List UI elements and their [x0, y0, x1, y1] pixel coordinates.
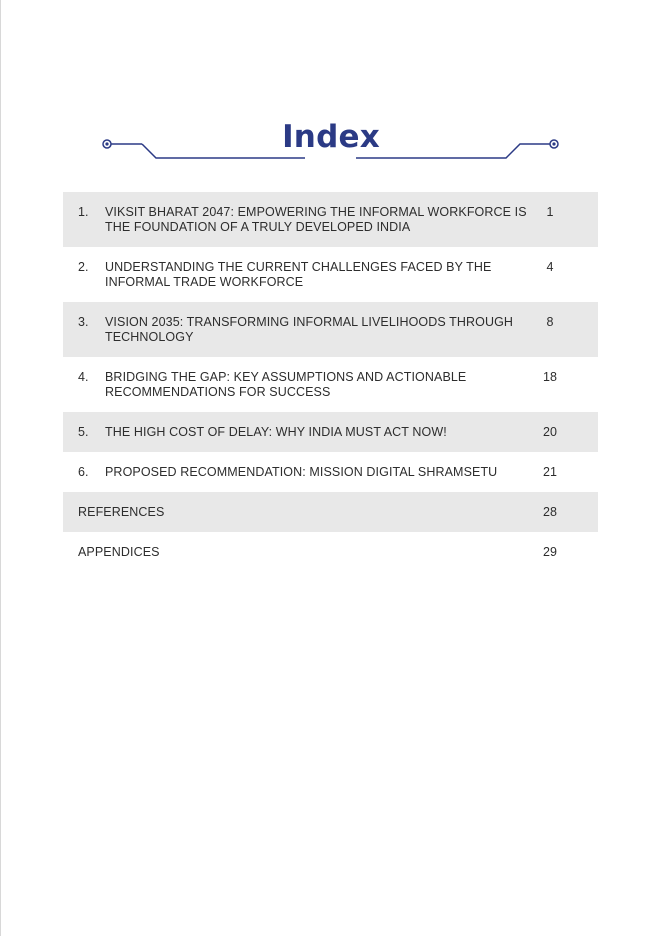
toc-entry-appendices[interactable]: [63, 532, 598, 572]
entry-title: PROPOSED RECOMMENDATION: MISSION DIGITAL SHRAMSETU: [105, 465, 498, 479]
entry-title: VIKSIT BHARAT 2047: EMPOWERING THE INFORMAL WORKFORCE IS THE FOUNDATION OF A TRULY DEVELOPED INDIA: [105, 205, 527, 234]
entry-number: 3.: [78, 315, 89, 329]
entry-number: 5.: [78, 425, 89, 439]
entry-title: UNDERSTANDING THE CURRENT CHALLENGES FACED BY THE INFORMAL TRADE WORKFORCE: [105, 260, 492, 289]
entry-page-number: 21: [542, 465, 558, 479]
toc-entry-5[interactable]: [63, 412, 598, 452]
entry-page-number: 29: [542, 545, 558, 559]
toc-entry-3[interactable]: [63, 302, 598, 357]
entry-number: 2.: [78, 260, 89, 274]
entry-page-number: 28: [542, 505, 558, 519]
entry-page-number: 8: [546, 315, 554, 329]
entry-page-number: 18: [542, 370, 558, 384]
entry-title: VISION 2035: TRANSFORMING INFORMAL LIVELIHOODS THROUGH TECHNOLOGY: [105, 315, 514, 344]
page-title: Index: [282, 119, 380, 155]
table-of-contents: [63, 192, 598, 572]
entry-page-number: 1: [546, 205, 554, 219]
entry-title: REFERENCES: [78, 505, 165, 519]
entry-title: BRIDGING THE GAP: KEY ASSUMPTIONS AND ACTIONABLE RECOMMENDATIONS FOR SUCCESS: [105, 370, 467, 399]
toc-entry-4[interactable]: [63, 357, 598, 412]
index-header: [100, 118, 562, 164]
entry-number: 4.: [78, 370, 89, 384]
entry-page-number: 4: [546, 260, 554, 274]
toc-entry-references[interactable]: [63, 492, 598, 532]
page-edge: [0, 0, 1, 936]
toc-entry-6[interactable]: [63, 452, 598, 492]
entry-page-number: 20: [542, 425, 558, 439]
entry-title: THE HIGH COST OF DELAY: WHY INDIA MUST ACT NOW!: [105, 425, 447, 439]
toc-entry-1[interactable]: [63, 192, 598, 247]
toc-entry-2[interactable]: [63, 247, 598, 302]
entry-number: 1.: [78, 205, 89, 219]
entry-number: 6.: [78, 465, 89, 479]
entry-title: APPENDICES: [78, 545, 160, 559]
